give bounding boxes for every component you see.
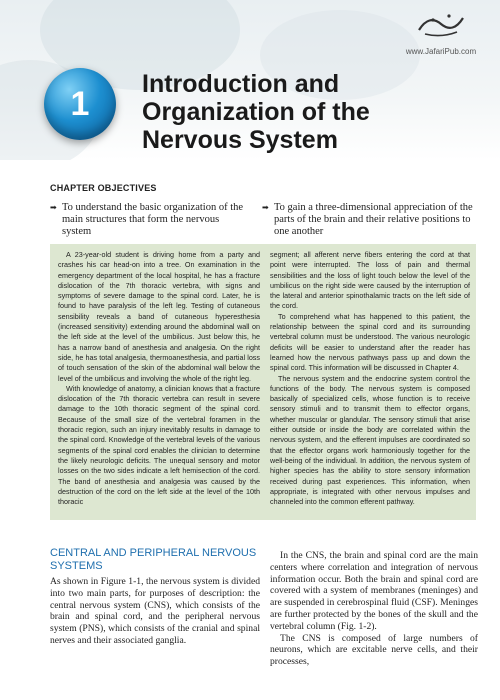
chapter-number: 1 [70, 84, 90, 123]
body-paragraph: As shown in Figure 1-1, the nervous system is divided into two main parts, for purposes of description: the central nervous system (CNS), which consists of the brain and spinal cord, and the peripheral nervous system (PNS), which consists of the cranial and spinal nerves and their associated ganglia. [50, 576, 260, 646]
publisher-watermark [396, 8, 486, 56]
objective-text: To understand the basic organization of the main structures that form the nervous system [62, 202, 244, 237]
case-paragraph: To comprehend what has happened to this patient, the relationship between the spinal cord and its surrounding vertebral column must be understood. The various neurologic deficits will be easier to understand after the reader has learned how the nervous pathways pass up and down the spinal cord. This information will be discussed in Chapter 4. [270, 311, 470, 373]
publisher-logo-icon [411, 8, 471, 42]
case-paragraph: The nervous system and the endocrine system control the functions of the body. The nervous system is composed basically of specialized cells, whose function is to receive sensory stimuli and to transmit them to effector organs, whether muscular or glandular. The sensory stimuli that arise either outside or inside the body are correlated within the nervous system, and the efferent impulses are coordinated so that the effector organs work harmoniously together for the well-being of the individual. In addition, the nervous system of higher species has the ability to store sensory information received during past experiences. This information, when appropriate, is integrated with other nervous impulses and channeled into the common efferent pathway. [270, 373, 470, 507]
arrow-bullet-icon: ➡ [50, 203, 57, 212]
objective-text: To gain a three-dimensional appreciation of the parts of the brain and their relative positions to one another [274, 202, 473, 237]
clinical-case-box [50, 244, 476, 520]
body-column-left [50, 576, 260, 647]
body-paragraph: The CNS is composed of large numbers of neurons, which are excitable nerve cells, and their processes, [270, 632, 478, 668]
chapter-number-badge [44, 68, 116, 140]
case-paragraph: segment; all afferent nerve fibers entering the cord at that point were interrupted. The loss of pain and thermal sensibilities and the loss of light touch below the level of the umbilicus on the right side were caused by the interruption of the lateral and anterior spinothalamic tracts on the left side of the cord. [270, 250, 470, 311]
body-column-right [270, 550, 478, 668]
case-column-left [58, 250, 260, 507]
arrow-bullet-icon: ➡ [262, 203, 269, 212]
case-column-right [270, 250, 470, 507]
body-paragraph: In the CNS, the brain and spinal cord are the main centers where correlation and integration of nervous information occur. Both the brain and spinal cord are covered with a system of membranes (meninges) and are suspended in cerebrospinal fluid (CSF). Meninges are further protected by the bones of the skull and the vertebral column (Fig. 1-2). [270, 550, 478, 632]
objective-item [262, 202, 474, 238]
objectives-heading: CHAPTER OBJECTIVES [50, 183, 157, 193]
publisher-url: www.JafariPub.com [405, 47, 477, 56]
chapter-title: Introduction and Organization of the Nervous System [142, 70, 370, 154]
section-heading: CENTRAL AND PERIPHERAL NERVOUS SYSTEMS [50, 547, 257, 572]
case-paragraph: With knowledge of anatomy, a clinician knows that a fracture dislocation of the 7th thoracic vertebra can result in severe damage to the 10th thoracic segment of the spinal cord. Because of the small size of the vertebral foramen in the thoracic region, such an injury inevitably results in damage to the spinal cord. Knowledge of the vertebral levels of the various segments of the spinal cord enables the clinician to determine the likely neurologic deficits. The unequal sensory and motor losses on the two sides indicate a left hemisection of the cord. The band of anesthesia and analgesia was caused by the destruction of the cord on the left side at the level of the 10th thoracic [58, 383, 260, 507]
objective-item [50, 202, 250, 238]
case-paragraph: A 23-year-old student is driving home from a party and crashes his car head-on into a tree. On examination in the emergency department of the local hospital, he has a fracture dislocation of the 7th thoracic vertebra, with signs and symptoms of severe damage to the spinal cord. Later, he is found to have paralysis of the left leg. Testing of cutaneous sensibility reveals a band of cutaneous hyperesthesia (increased sensitivity) extending around the abdominal wall on the left side at the level of the umbilicus. Just below this, he has a narrow band of anesthesia and analgesia. On the right side, he has total analgesia, thermoanesthesia, and partial loss of touch sensation of the skin of the abdominal wall below the level of the umbilicus and involving the whole of the right leg. [58, 250, 260, 383]
